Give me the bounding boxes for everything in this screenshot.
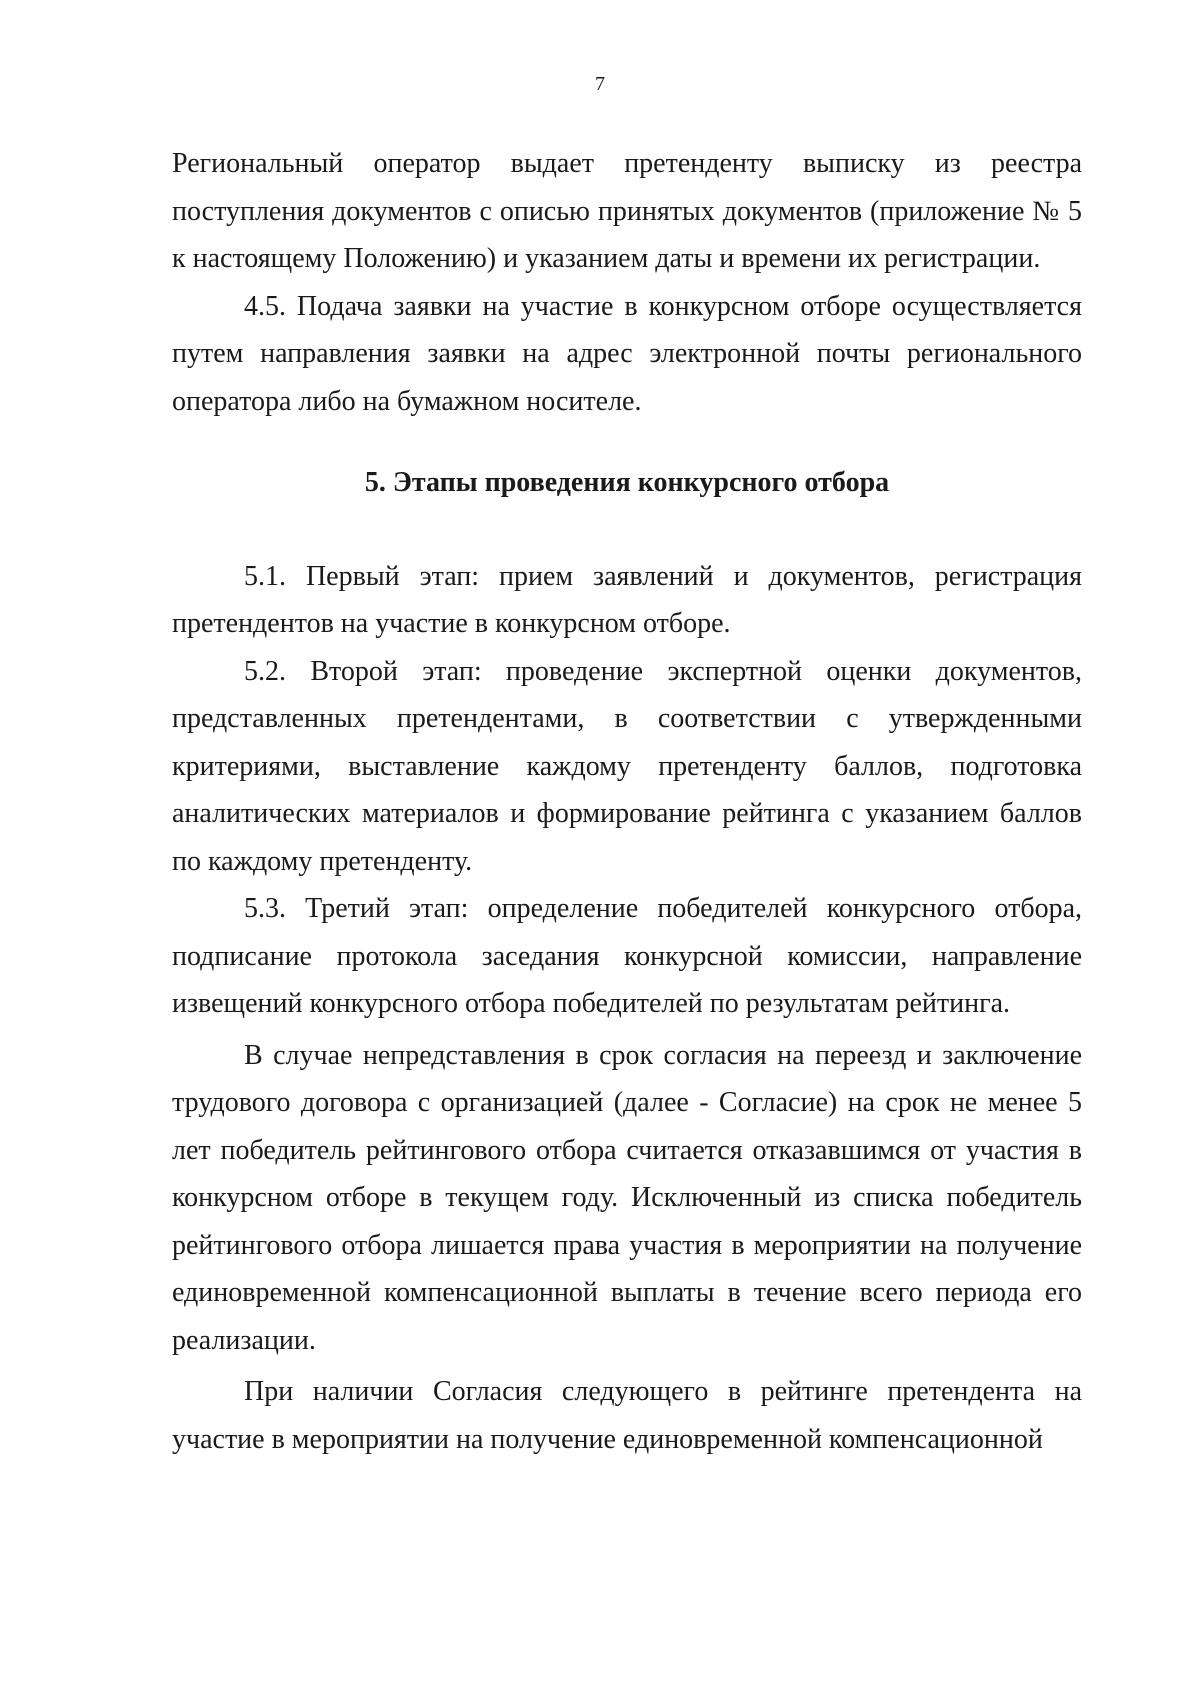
section-heading-5: 5. Этапы проведения конкурсного отбора <box>364 467 890 498</box>
paragraph-5-3: 5.3. Третий этап: определение победителей конкурсного отбора, подписание протокола заседания конкурсной комиссии, направление извещений конкурсного отбора победителей по результатам рейтинга. <box>172 893 1082 1019</box>
page-number: 7 <box>595 73 605 95</box>
paragraph-5-2: 5.2. Второй этап: проведение экспертной оценки документов, представленных претендентами, в соответствии с утвержденными критериями, выставление каждому претенденту баллов, подготовка аналитических материалов и формирование рейтинга с указанием баллов по каждому претенденту. <box>172 655 1082 877</box>
paragraph-5-1: 5.1. Первый этап: прием заявлений и документов, регистрация претендентов на участие в конкурсном отборе. <box>172 560 1082 639</box>
paragraph-registry-extract: Региональный оператор выдает претенденту выписку из реестра поступления документов с описью принятых документов (приложение № 5 к настоящему Положению) и указанием даты и времени их регистрации. <box>172 148 1082 274</box>
paragraph-4-5: 4.5. Подача заявки на участие в конкурсном отборе осуществляется путем направления заявки на адрес электронной почты регионального оператора либо на бумажном носителе. <box>172 290 1082 417</box>
paragraph-consent: При наличии Согласия следующего в рейтинге претендента на участие в мероприятии на получение единовременной компенсационной <box>172 1376 1082 1455</box>
document-body <box>172 140 1082 1463</box>
paragraph-non-consent: В случае непредставления в срок согласия на переезд и заключение трудового договора с организацией (далее - Согласие) на срок не менее 5 лет победитель рейтингового отбора считается отказавшимся от участия в конкурсном отборе в текущем году. Исключенный из списка победитель рейтингового отбора лишается права участия в мероприятии на получение единовременной компенсационной выплаты в течение всего периода его реализации. <box>172 1039 1082 1356</box>
